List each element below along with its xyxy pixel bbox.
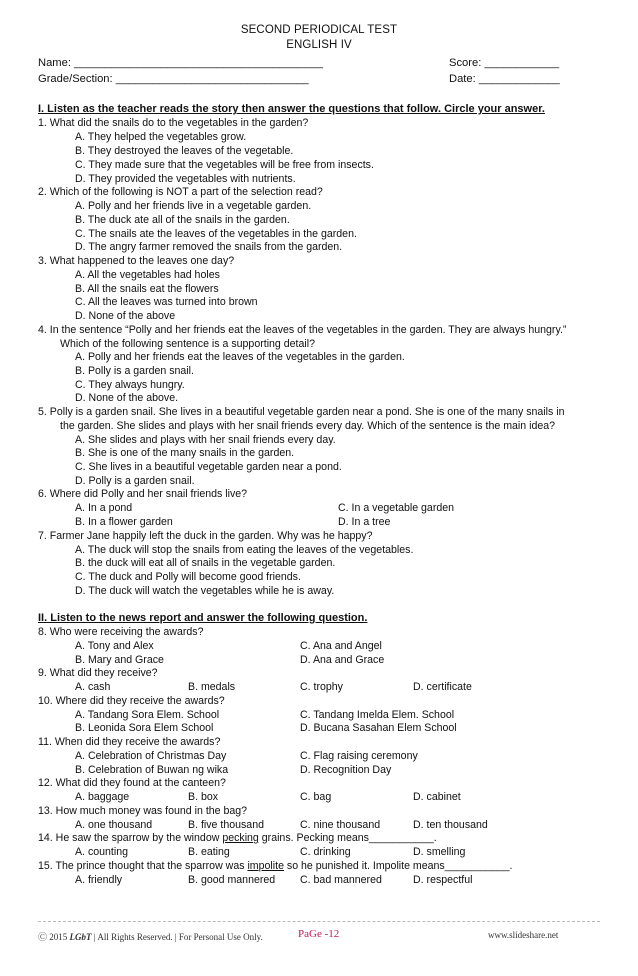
question-15-text: 15. The prince thought that the sparrow was <box>38 860 248 872</box>
option[interactable]: B. medals <box>188 681 236 693</box>
option[interactable]: C. They made sure that the vegetables will be free from insects. <box>75 159 374 171</box>
option[interactable]: D. Polly is a garden snail. <box>75 475 195 487</box>
option[interactable]: A. one thousand <box>75 819 153 831</box>
question-14-text: 14. He saw the sparrow by the window <box>38 832 223 844</box>
option[interactable]: A. They helped the vegetables grow. <box>75 131 247 143</box>
section-1-heading: I. Listen as the teacher reads the story then answer the questions that follow. Circle your answer. <box>38 103 545 115</box>
date-field: Date: _____________ <box>449 73 560 85</box>
question-10: 10. Where did they receive the awards? <box>38 695 225 707</box>
test-subject: ENGLISH IV <box>286 39 352 51</box>
option[interactable]: B. box <box>188 791 219 803</box>
option[interactable]: B. good mannered <box>188 874 276 886</box>
question-1: 1. What did the snails do to the vegetables in the garden? <box>38 117 309 129</box>
footer-divider <box>38 921 600 922</box>
option[interactable]: D. respectful <box>413 874 473 886</box>
option[interactable]: C. trophy <box>300 681 343 693</box>
question-3: 3. What happened to the leaves one day? <box>38 255 235 267</box>
option[interactable]: C. drinking <box>300 846 351 858</box>
question-14 <box>38 832 437 845</box>
test-title: SECOND PERIODICAL TEST <box>240 24 398 36</box>
option[interactable]: B. Leonida Sora Elem School <box>75 722 214 734</box>
rights-text: | All Rights Reserved. | For Personal Use Only. <box>91 932 263 942</box>
option[interactable]: B. Mary and Grace <box>75 654 164 666</box>
option[interactable]: D. The angry farmer removed the snails from the garden. <box>75 241 343 253</box>
question-5: 5. Polly is a garden snail. She lives in a beautiful vegetable garden near a pond. She is one of the many snails in <box>38 406 565 418</box>
option[interactable]: B. Celebration of Buwan ng wika <box>75 764 229 776</box>
question-5-cont: the garden. She slides and plays with her snail friends every day. Which of the sentence is the main idea? <box>60 420 556 432</box>
copyright-text: Ⓒ 2015 <box>38 932 70 942</box>
option[interactable]: A. baggage <box>75 791 130 803</box>
question-9: 9. What did they receive? <box>38 667 158 679</box>
question-12: 12. What did they found at the canteen? <box>38 777 226 789</box>
question-4-cont: Which of the following sentence is a supporting detail? <box>60 338 315 350</box>
question-4: 4. In the sentence “Polly and her friends eat the leaves of the vegetables in the garden. They are always hungry.” <box>38 324 567 336</box>
brand-name: LGbT <box>69 932 92 942</box>
option[interactable]: A. Celebration of Christmas Day <box>75 750 227 762</box>
option[interactable]: B. five thousand <box>188 819 264 831</box>
option[interactable]: C. All the leaves was turned into brown <box>75 296 258 308</box>
option[interactable]: D. None of the above. <box>75 392 179 404</box>
option[interactable]: C. nine thousand <box>300 819 381 831</box>
question-11: 11. When did they receive the awards? <box>38 736 221 748</box>
question-15-keyword: impolite <box>247 860 284 872</box>
option[interactable]: C. bad mannered <box>300 874 382 886</box>
option[interactable]: D. In a tree <box>338 516 391 528</box>
option[interactable]: A. Polly and her friends eat the leaves of the vegetables in the garden. <box>75 351 405 363</box>
option[interactable]: B. the duck will eat all of snails in the vegetable garden. <box>75 557 336 569</box>
page-number: PaGe -12 <box>298 928 340 940</box>
footer-url[interactable]: www.slideshare.net <box>488 930 559 940</box>
option[interactable]: B. Polly is a garden snail. <box>75 365 194 377</box>
option[interactable]: A. Tony and Alex <box>75 640 154 652</box>
option[interactable]: C. The snails ate the leaves of the vegetables in the garden. <box>75 228 357 240</box>
option[interactable]: A. In a pond <box>75 502 133 514</box>
question-2: 2. Which of the following is NOT a part of the selection read? <box>38 186 323 198</box>
option[interactable]: A. Tandang Sora Elem. School <box>75 709 220 721</box>
question-15 <box>38 860 513 873</box>
question-8: 8. Who were receiving the awards? <box>38 626 204 638</box>
name-field: Name: ________________________________________ <box>38 57 323 69</box>
option[interactable]: D. smelling <box>413 846 466 858</box>
option[interactable]: D. They provided the vegetables with nutrients. <box>75 173 296 185</box>
grade-section-field: Grade/Section: _______________________________ <box>38 73 309 85</box>
option[interactable]: B. All the snails eat the flowers <box>75 283 219 295</box>
question-14-keyword: pecking <box>222 832 259 844</box>
question-13: 13. How much money was found in the bag? <box>38 805 248 817</box>
option[interactable]: D. cabinet <box>413 791 461 803</box>
option[interactable]: A. friendly <box>75 874 123 886</box>
option[interactable]: D. Bucana Sasahan Elem School <box>300 722 457 734</box>
option[interactable]: B. She is one of the many snails in the garden. <box>75 447 295 459</box>
option[interactable]: A. cash <box>75 681 111 693</box>
option[interactable]: A. Polly and her friends live in a vegetable garden. <box>75 200 312 212</box>
option[interactable]: D. Recognition Day <box>300 764 392 776</box>
option[interactable]: A. All the vegetables had holes <box>75 269 220 281</box>
option[interactable]: B. They destroyed the leaves of the vegetable. <box>75 145 294 157</box>
section-2-heading: II. Listen to the news report and answer the following question. <box>38 612 368 624</box>
score-field: Score: ____________ <box>449 57 560 69</box>
option[interactable]: A. She slides and plays with her snail friends every day. <box>75 434 336 446</box>
question-14-text-end: grains. Pecking means___________. <box>258 832 437 844</box>
option[interactable]: C. She lives in a beautiful vegetable garden near a pond. <box>75 461 342 473</box>
option[interactable]: B. In a flower garden <box>75 516 173 528</box>
question-7: 7. Farmer Jane happily left the duck in the garden. Why was he happy? <box>38 530 373 542</box>
option[interactable]: D. Ana and Grace <box>300 654 385 666</box>
option[interactable]: C. Flag raising ceremony <box>300 750 418 762</box>
option[interactable]: B. The duck ate all of the snails in the garden. <box>75 214 290 226</box>
question-15-text-end: so he punished it. Impolite means___________. <box>283 860 513 872</box>
option[interactable]: C. The duck and Polly will become good friends. <box>75 571 301 583</box>
option[interactable]: C. Ana and Angel <box>300 640 382 652</box>
option[interactable]: C. bag <box>300 791 332 803</box>
option[interactable]: D. certificate <box>413 681 472 693</box>
option[interactable]: D. The duck will watch the vegetables while he is away. <box>75 585 335 597</box>
option[interactable]: C. They always hungry. <box>75 379 185 391</box>
option[interactable]: D. ten thousand <box>413 819 488 831</box>
option[interactable]: C. Tandang Imelda Elem. School <box>300 709 455 721</box>
option[interactable]: C. In a vegetable garden <box>338 502 455 514</box>
option[interactable]: B. eating <box>188 846 230 858</box>
option[interactable]: A. The duck will stop the snails from eating the leaves of the vegetables. <box>75 544 414 556</box>
option[interactable]: D. None of the above <box>75 310 176 322</box>
footer-copyright <box>38 930 263 943</box>
option[interactable]: A. counting <box>75 846 129 858</box>
question-6: 6. Where did Polly and her snail friends live? <box>38 488 248 500</box>
